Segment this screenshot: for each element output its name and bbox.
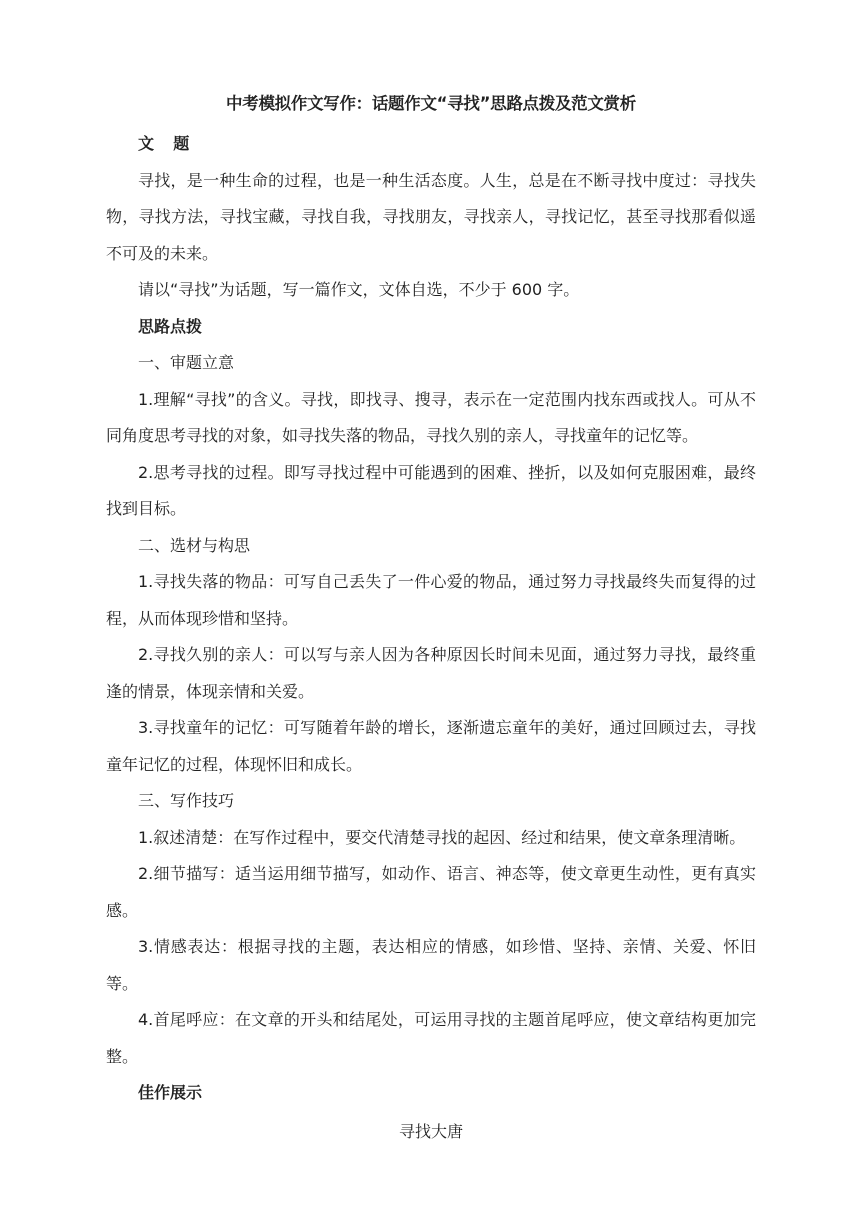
section-heading-shenti: 一、审题立意	[138, 353, 235, 372]
heading-jiazuo: 佳作展示	[138, 1083, 203, 1102]
section-3-item-2: 2.细节描写：适当运用细节描写，如动作、语言、神态等，使文章更生动性，更有真实感。	[106, 864, 756, 920]
essay-title: 寻找大唐	[398, 1121, 463, 1141]
section-3-item-1: 1.叙述清楚：在写作过程中，要交代清楚寻找的起因、经过和结果，使文章条理清晰。	[138, 827, 746, 847]
document-title: 中考模拟作文写作：话题作文“寻找”思路点拨及范文赏析	[226, 94, 636, 113]
section-3-item-4: 4.首尾呼应：在文章的开头和结尾处，可运用寻找的主题首尾呼应，使文章结构更加完整。	[106, 1010, 756, 1066]
section-2-item-2: 2.寻找久别的亲人：可以写与亲人因为各种原因长时间未见面，通过努力寻找，最终重逢的情景，体现亲情和关爱。	[106, 645, 756, 701]
section-heading-jiqiao: 三、写作技巧	[138, 791, 235, 810]
heading-silu: 思路点拨	[138, 316, 203, 336]
section-2-item-3: 3.寻找童年的记忆：可写随着年龄的增长，逐渐遗忘童年的美好，通过回顾过去，寻找童年记忆的过程，体现怀旧和成长。	[106, 718, 756, 774]
heading-wenti: 文 题	[138, 134, 190, 153]
section-heading-xuancai: 二、选材与构思	[138, 535, 251, 555]
prompt-requirement: 请以“寻找”为话题，写一篇作文，文体自选，不少于 600 字。	[138, 280, 580, 299]
section-3-item-3: 3.情感表达：根据寻找的主题，表达相应的情感，如珍惜、坚持、亲情、关爱、怀旧等。	[106, 937, 756, 993]
document-page	[106, 90, 756, 1150]
section-1-item-1: 1.理解“寻找”的含义。寻找，即找寻、搜寻，表示在一定范围内找东西或找人。可从不同角度思考寻找的对象，如寻找失落的物品，寻找久别的亲人，寻找童年的记忆等。	[106, 389, 756, 445]
prompt-body: 寻找，是一种生命的过程，也是一种生活态度。人生，总是在不断寻找中度过：寻找失物，寻找方法，寻找宝藏，寻找自我，寻找朋友，寻找亲人，寻找记忆，甚至寻找那看似遥不可及的未来。	[106, 170, 756, 263]
section-1-item-2: 2.思考寻找的过程。即写寻找过程中可能遇到的困难、挫折，以及如何克服困难，最终找到目标。	[106, 462, 756, 518]
section-2-item-1: 1.寻找失落的物品：可写自己丢失了一件心爱的物品，通过努力寻找最终失而复得的过程，从而体现珍惜和坚持。	[106, 572, 756, 628]
